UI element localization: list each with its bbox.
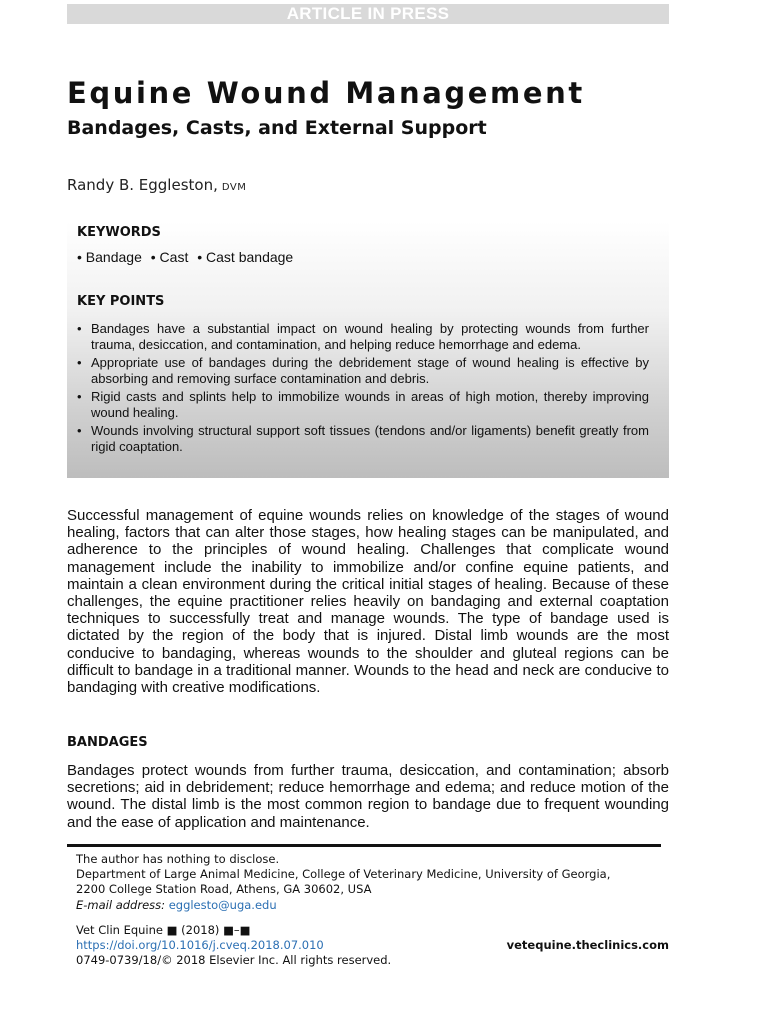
email-link[interactable]: egglesto@uga.edu: [168, 897, 277, 912]
footnote-divider: [67, 844, 661, 847]
keywords-keypoints-box: [67, 221, 669, 478]
article-in-press-banner: ARTICLE IN PRESS: [67, 4, 669, 24]
keyword-item: • Cast: [151, 249, 189, 265]
key-point-item: • Wounds involving structural support soft tissues (tendons and/or ligaments) benefit greatly from rigid coaptation.: [77, 423, 649, 455]
keywords-heading: KEYWORDS: [77, 225, 161, 240]
keyword-item: • Bandage: [77, 249, 142, 265]
footnote-block: [76, 852, 610, 913]
key-points-list: [77, 321, 649, 457]
keyword-item: • Cast bandage: [197, 249, 293, 265]
affiliation-line-2: 2200 College Station Road, Athens, GA 30602, USA: [76, 882, 372, 897]
author-degree: DVM: [221, 182, 247, 193]
article-subtitle: Bandages, Casts, and External Support: [67, 117, 487, 139]
keywords-list: [77, 249, 298, 265]
key-point-item: • Rigid casts and splints help to immobilize wounds in areas of high motion, thereby improving wound healing.: [77, 389, 649, 421]
intro-paragraph: Successful management of equine wounds relies on knowledge of the stages of wound healing, factors that can alter those stages, how healing stages can be manipulated, and adherence to the principles of wound healing. Challenges that complicate wound management include the inability to immobilize and/or confine equine patients, and maintain a clean environment during the critical initial stages of healing. Because of these challenges, the equine practitioner relies heavily on bandaging and external coaptation techniques to successfully treat and manage wounds. The type of bandage used is dictated by the region of the body that is injured. Distal limb wounds are the most conducive to bandaging, whereas wounds to the shoulder and gluteal regions can be difficult to bandage in a traditional manner. Wounds to the head and neck are conducive to bandaging with creative modifications.: [67, 507, 669, 697]
key-point-item: • Appropriate use of bandages during the debridement stage of wound healing is effective by absorbing and removing surface contamination and debris.: [77, 355, 649, 387]
affiliation-line-1: Department of Large Animal Medicine, College of Veterinary Medicine, University of Georgia,: [76, 867, 611, 882]
key-points-heading: KEY POINTS: [77, 294, 165, 309]
email-label: E-mail address:: [76, 897, 166, 912]
journal-citation: Vet Clin Equine ■ (2018) ■–■: [76, 923, 251, 937]
citation-block: [76, 923, 391, 969]
article-title: Equine Wound Management: [67, 76, 585, 110]
key-point-item: • Bandages have a substantial impact on wound healing by protecting wounds from further trauma, desiccation, and contamination, and helping reduce hemorrhage and edema.: [77, 321, 649, 353]
doi-link[interactable]: https://doi.org/10.1016/j.cveq.2018.07.010: [76, 938, 324, 953]
section-heading-bandages: BANDAGES: [67, 735, 148, 750]
author-name: Randy B. Eggleston,: [67, 176, 218, 194]
author-line: [67, 176, 246, 194]
bandages-paragraph: Bandages protect wounds from further trauma, desiccation, and contamination; absorb secretions; aid in debridement; reduce hemorrhage and edema; and reduce motion of the wound. The distal limb is the most common region to bandage due to frequent wounding and the ease of application and maintenance.: [67, 762, 669, 831]
journal-website[interactable]: vetequine.theclinics.com: [506, 938, 669, 952]
email-line: [76, 898, 610, 913]
copyright-text: 0749-0739/18/© 2018 Elsevier Inc. All rights reserved.: [76, 953, 392, 968]
disclosure-text: The author has nothing to disclose.: [76, 852, 280, 866]
